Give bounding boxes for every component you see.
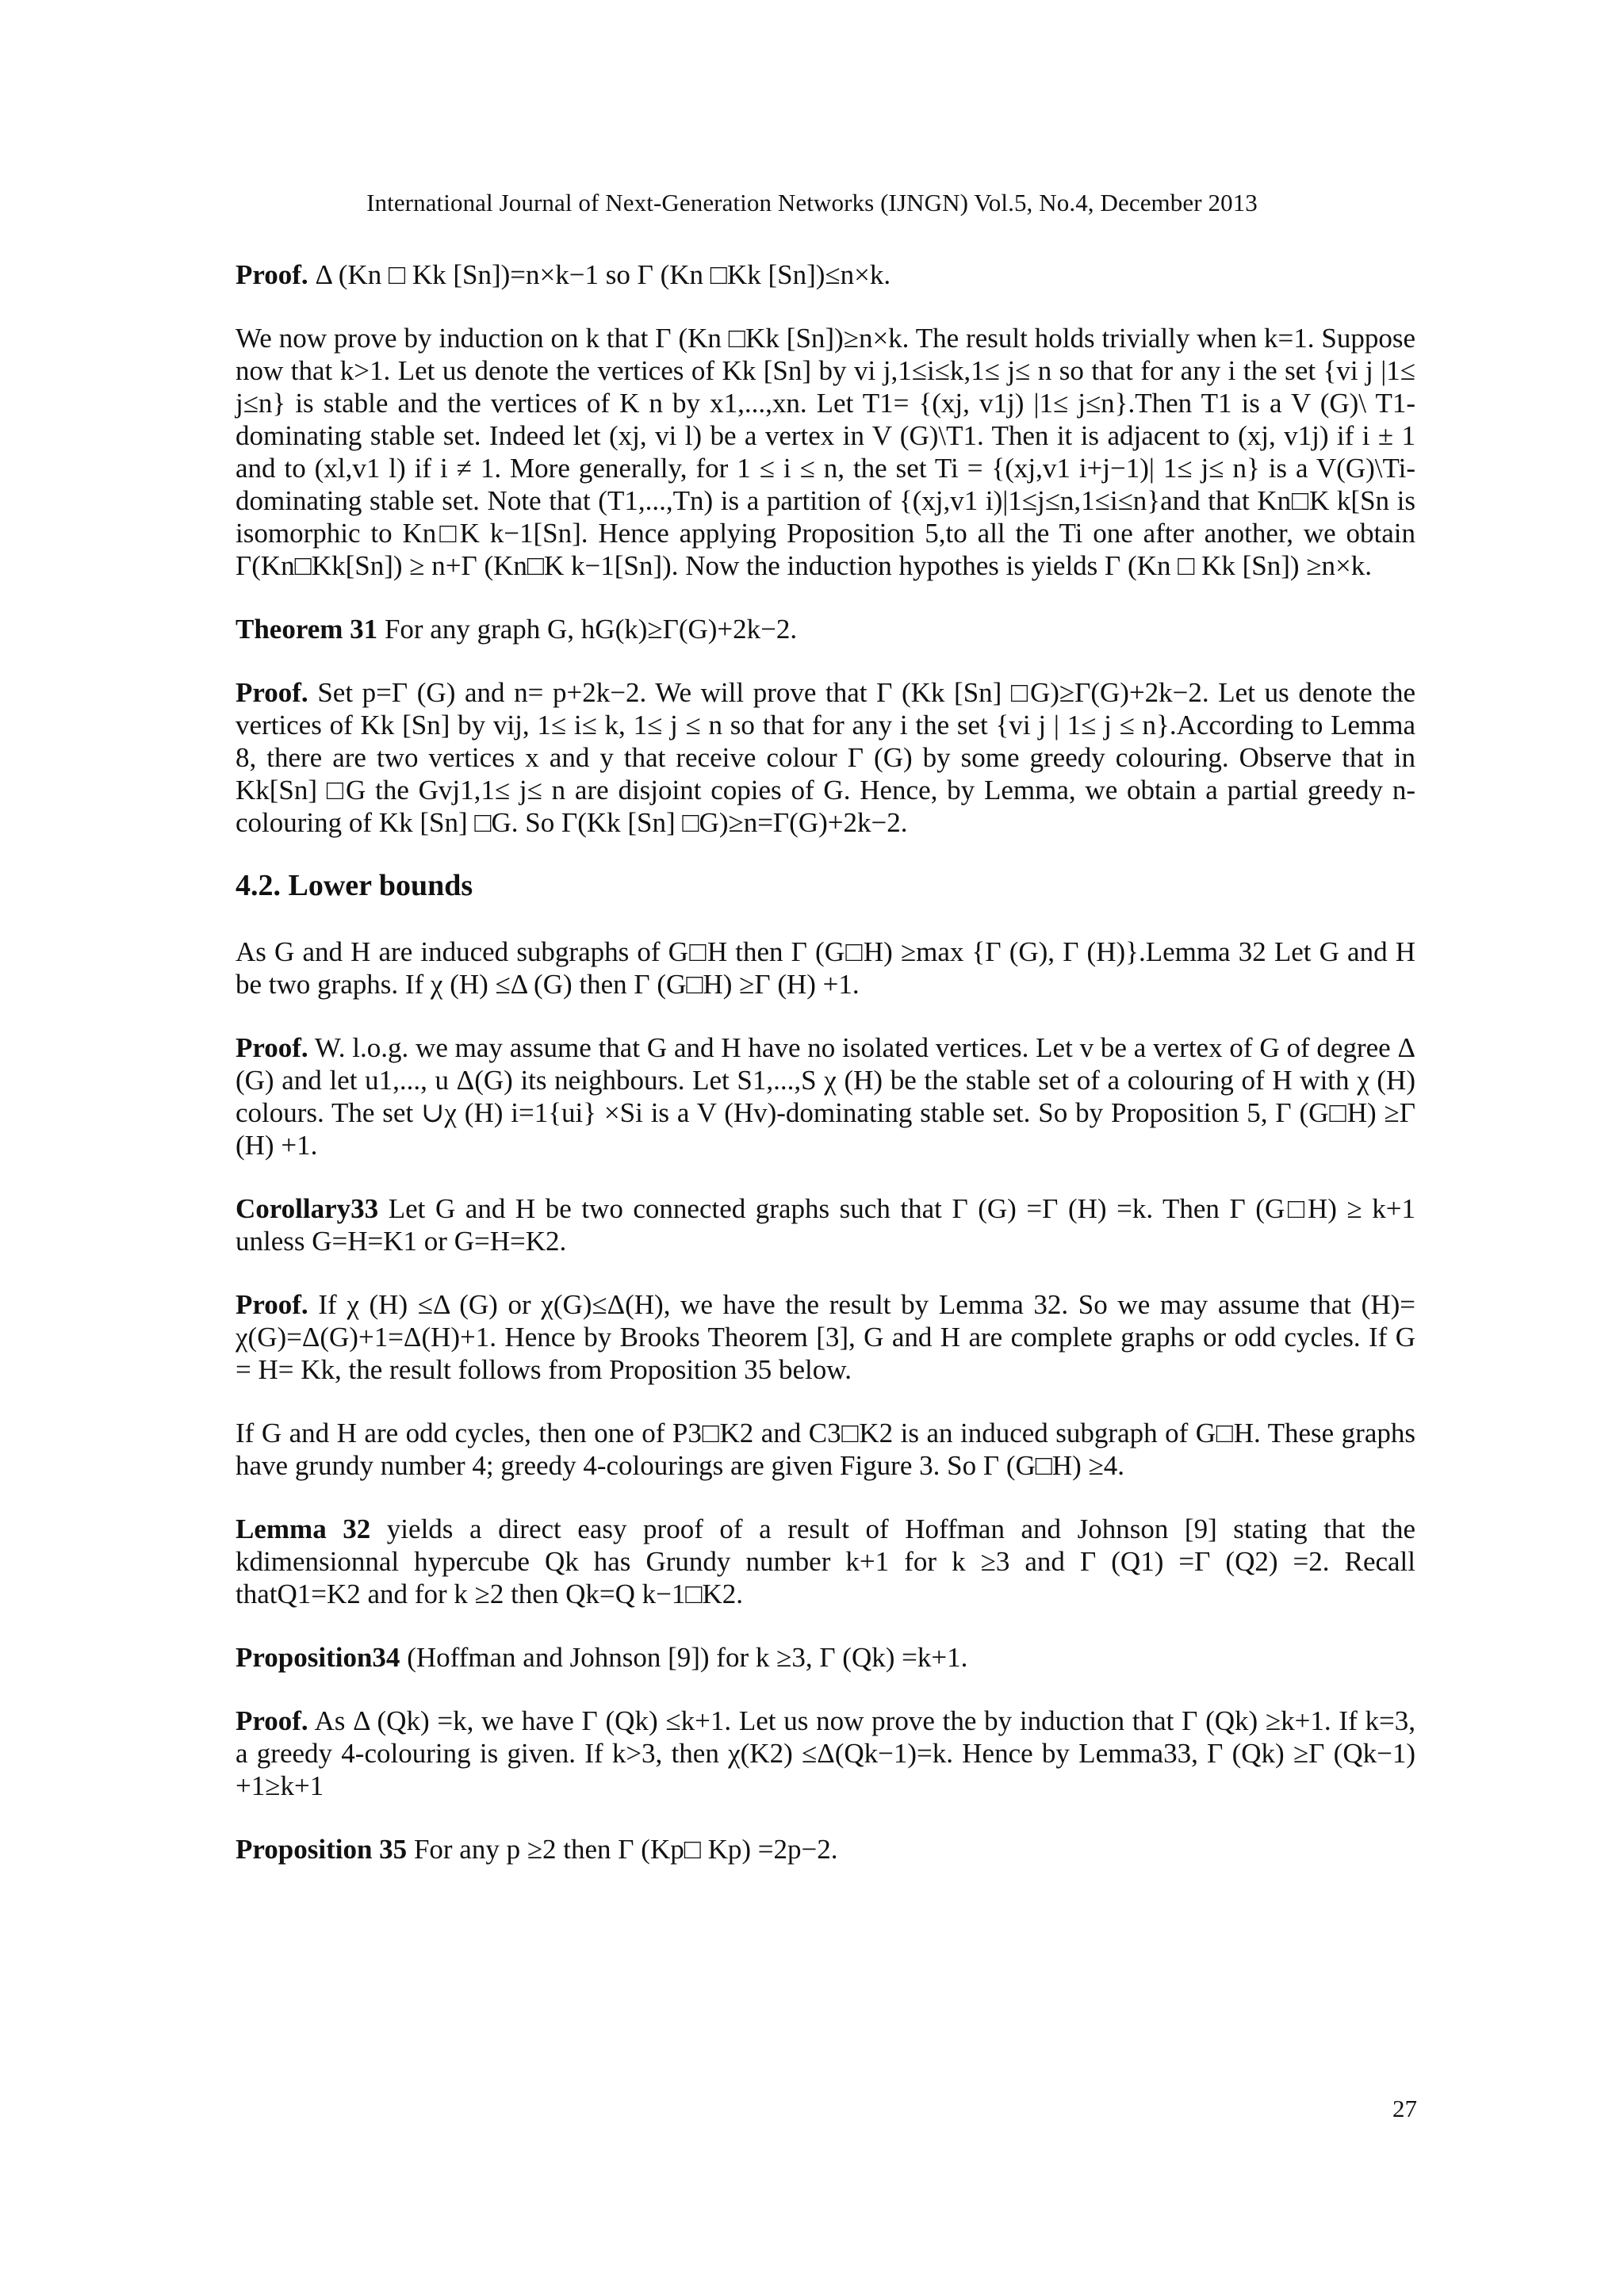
lemma-label: Lemma 32: [236, 1513, 371, 1544]
proof-paragraph: [236, 676, 1415, 839]
proposition-34: [236, 1641, 1415, 1674]
paragraph-text: Let G and H be two connected graphs such that Γ (G) =Γ (H) =k. Then Γ (G□H) ≥ k+1 unless G=H=K1 or G=H=K2.: [236, 1193, 1415, 1257]
paragraph-text: We now prove by induction on k that Γ (Kn □Kk [Sn])≥n×k. The result holds trivially when k=1. Suppose now that k>1. Let us denote the vertices of Kk [Sn] by vi j,1≤i≤k,1≤ j≤ n so that for any i the set {vi j |1≤ j≤n} is stable and the vertices of K n by x1,...,xn. Let T1= {(xj, v1j) |1≤ j≤n}.Then T1 is a V (G)\ T1-dominating stable set. Indeed let (xj, vi l) be a vertex in V (G)\T1. Then it is adjacent to (xj, v1j) if i ± 1 and to (xl,v1 l) if i ≠ 1. More generally, for 1 ≤ i ≤ n, the set Ti = {(xj,v1 i+j−1)| 1≤ j≤ n} is a V(G)\Ti-dominating stable set. Note that (T1,...,Tn) is a partition of {(xj,v1 i)|1≤j≤n,1≤i≤n}and that Kn□K k[Sn is isomorphic to Kn□K k−1[Sn]. Hence applying Proposition 5,to all the Ti one after another, we obtain Γ(Kn□Kk[Sn]) ≥ n+Γ (Kn□K k−1[Sn]). Now the induction hypothes is yields Γ (Kn □ Kk [Sn]) ≥n×k.: [236, 323, 1415, 581]
paragraph-text: yields a direct easy proof of a result of Hoffman and Johnson [9] stating that the kdimensionnal hypercube Qk has Grundy number k+1 for k ≥3 and Γ (Q1) =Γ (Q2) =2. Recall thatQ1=K2 and for k ≥2 then Qk=Q k−1□K2.: [236, 1513, 1415, 1609]
paragraph-text: W. l.o.g. we may assume that G and H have no isolated vertices. Let v be a vertex of G of degree Δ (G) and let u1,..., u Δ(G) its neighbours. Let S1,...,S χ (H) be the stable set of a colouring of H with χ (H) colours. The set ∪χ (H) i=1{ui} ×Si is a V (Hv)-dominating stable set. So by Proposition 5, Γ (G□H) ≥Γ (H) +1.: [236, 1032, 1415, 1161]
paragraph-text: If G and H are odd cycles, then one of P3□K2 and C3□K2 is an induced subgraph of G□H. These graphs have grundy number 4; greedy 4-colourings are given Figure 3. So Γ (G□H) ≥4.: [236, 1418, 1415, 1481]
page-body: [236, 258, 1415, 1896]
paragraph-text: For any p ≥2 then Γ (Kp□ Kp) =2p−2.: [407, 1834, 838, 1865]
paragraph-text: Set p=Γ (G) and n= p+2k−2. We will prove that Γ (Kk [Sn] □G)≥Γ(G)+2k−2. Let us denote the vertices of Kk [Sn] by vij, 1≤ i≤ k, 1≤ j ≤ n so that for any i the set {vi j | 1≤ j ≤ n}.According to Lemma 8, there are two vertices x and y that receive colour Γ (G) by some greedy colouring. Observe that in Kk[Sn] □G the Gvj1,1≤ j≤ n are disjoint copies of G. Hence, by Lemma, we obtain a partial greedy n-colouring of Kk [Sn] □G. So Γ(Kk [Sn] □G)≥n=Γ(G)+2k−2.: [236, 677, 1415, 838]
paragraph-text: If χ (H) ≤Δ (G) or χ(G)≤Δ(H), we have the result by Lemma 32. So we may assume that (H)= χ(G)=Δ(G)+1=Δ(H)+1. Hence by Brooks Theorem [3], G and H are complete graphs or odd cycles. If G = H= Kk, the result follows from Proposition 35 below.: [236, 1289, 1415, 1385]
proposition-label: Proposition 35: [236, 1834, 408, 1865]
paragraph-text: As Δ (Qk) =k, we have Γ (Qk) ≤k+1. Let us now prove the by induction that Γ (Qk) ≥k+1. If k=3, a greedy 4-colouring is given. If k>3, then χ(K2) ≤Δ(Qk−1)=k. Hence by Lemma33, Γ (Qk) ≥Γ (Qk−1) +1≥k+1: [236, 1705, 1415, 1801]
page-number: 27: [1392, 2095, 1417, 2122]
proof-paragraph: [236, 1288, 1415, 1386]
induction-paragraph: [236, 322, 1415, 582]
running-header: International Journal of Next-Generation Networks (IJNGN) Vol.5, No.4, December 2013: [366, 189, 1258, 216]
proof-paragraph: [236, 1031, 1415, 1161]
theorem-label: Theorem 31: [236, 614, 378, 645]
proposition-35: [236, 1833, 1415, 1866]
proof-label: Proof.: [236, 677, 308, 708]
paragraph-text: (Hoffman and Johnson [9]) for k ≥3, Γ (Qk) =k+1.: [400, 1642, 968, 1673]
lemma-32-paragraph: [236, 936, 1415, 1001]
proof-paragraph: [236, 258, 1415, 291]
section-heading: 4.2. Lower bounds: [236, 869, 473, 902]
proof-label: Proof.: [236, 1289, 308, 1320]
paragraph-text: Δ (Kn □ Kk [Sn])=n×k−1 so Γ (Kn □Kk [Sn])≤n×k.: [308, 259, 891, 290]
proposition-label: Proposition34: [236, 1642, 400, 1673]
paragraph-text: For any graph G, hG(k)≥Γ(G)+2k−2.: [377, 614, 798, 645]
theorem-31: [236, 613, 1415, 645]
paragraph-text: As G and H are induced subgraphs of G□H then Γ (G□H) ≥max {Γ (G), Γ (H)}.Lemma 32 Let G and H be two graphs. If χ (H) ≤Δ (G) then Γ (G□H) ≥Γ (H) +1.: [236, 936, 1415, 1000]
corollary-label: Corollary33: [236, 1193, 379, 1224]
proof-label: Proof.: [236, 259, 308, 290]
proof-paragraph: [236, 1705, 1415, 1802]
proof-label: Proof.: [236, 1032, 308, 1063]
odd-cycles-paragraph: [236, 1417, 1415, 1482]
corollary-33: [236, 1192, 1415, 1257]
proof-label: Proof.: [236, 1705, 308, 1736]
hypercube-paragraph: [236, 1513, 1415, 1610]
